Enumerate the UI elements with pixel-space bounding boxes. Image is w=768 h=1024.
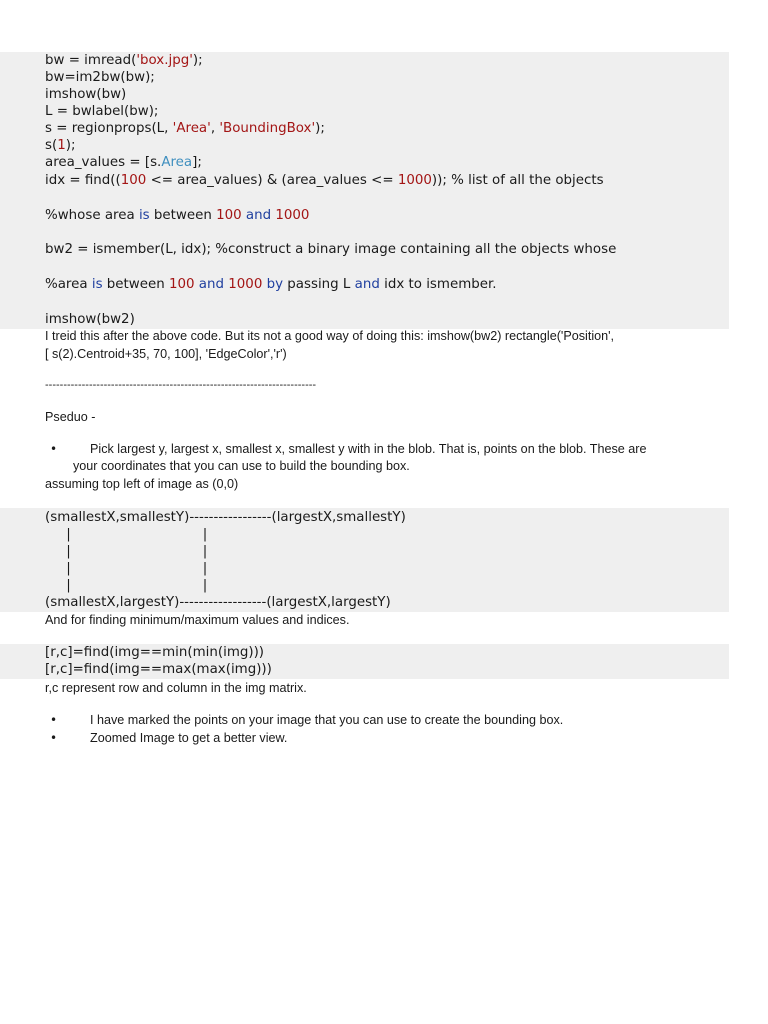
diagram-line: | | bbox=[45, 527, 208, 542]
dashed-divider: -------------------------------------------------------------------------- bbox=[45, 379, 317, 391]
diagram-line: | | bbox=[45, 561, 208, 576]
code-block-find bbox=[0, 644, 729, 679]
paragraph-line: And for finding minimum/maximum values and indices. bbox=[45, 613, 350, 627]
paragraph-line: r,c represent row and column in the img matrix. bbox=[45, 681, 307, 695]
code-line: %whose area is between 100 and 1000 bbox=[45, 208, 310, 223]
code-block-matlab bbox=[0, 52, 729, 329]
code-line: [r,c]=find(img==min(min(img))) bbox=[45, 645, 265, 660]
code-line: %area is between 100 and 1000 by passing L and idx to ismember. bbox=[45, 277, 497, 292]
code-line: imshow(bw2) bbox=[45, 312, 135, 327]
paragraph-line: I treid this after the above code. But its not a good way of doing this: imshow(bw2) rectangle('Position', bbox=[45, 329, 615, 343]
diagram-line: | | bbox=[45, 578, 208, 593]
diagram-line: (smallestX,smallestY)-----------------(largestX,smallestY) bbox=[45, 510, 406, 525]
bounding-box-diagram bbox=[0, 508, 729, 612]
code-line: s = regionprops(L, 'Area', 'BoundingBox'); bbox=[45, 121, 325, 136]
code-line: imshow(bw) bbox=[45, 87, 127, 102]
code-line: bw = imread('box.jpg'); bbox=[45, 53, 203, 68]
paragraph-line: [ s(2).Centroid+35, 70, 100], 'EdgeColor','r') bbox=[45, 347, 287, 361]
code-line: bw=im2bw(bw); bbox=[45, 70, 155, 85]
code-line: [r,c]=find(img==max(max(img))) bbox=[45, 662, 272, 677]
paragraph-line: assuming top left of image as (0,0) bbox=[45, 477, 239, 491]
code-line: L = bwlabel(bw); bbox=[45, 104, 159, 119]
diagram-line: (smallestX,largestY)------------------(largestX,largestY) bbox=[45, 595, 391, 610]
bullet-icon: • bbox=[50, 713, 58, 727]
diagram-line: | | bbox=[45, 544, 208, 559]
code-line: idx = find((100 <= area_values) & (area_values <= 1000)); % list of all the objects bbox=[45, 173, 604, 188]
code-line: bw2 = ismember(L, idx); %construct a binary image containing all the objects whose bbox=[45, 242, 617, 257]
code-line: s(1); bbox=[45, 138, 76, 153]
bullet-icon: • bbox=[50, 731, 58, 745]
list-item-line: your coordinates that you can use to build the bounding box. bbox=[73, 459, 410, 473]
list-item-line: Pick largest y, largest x, smallest x, smallest y with in the blob. That is, points on the blob. These are bbox=[90, 442, 647, 456]
list-item-line: I have marked the points on your image that you can use to create the bounding box. bbox=[90, 713, 564, 727]
bullet-icon: • bbox=[50, 442, 58, 456]
code-line: area_values = [s.Area]; bbox=[45, 155, 202, 170]
list-item-line: Zoomed Image to get a better view. bbox=[90, 731, 288, 745]
section-heading: Pseduo - bbox=[45, 410, 96, 424]
